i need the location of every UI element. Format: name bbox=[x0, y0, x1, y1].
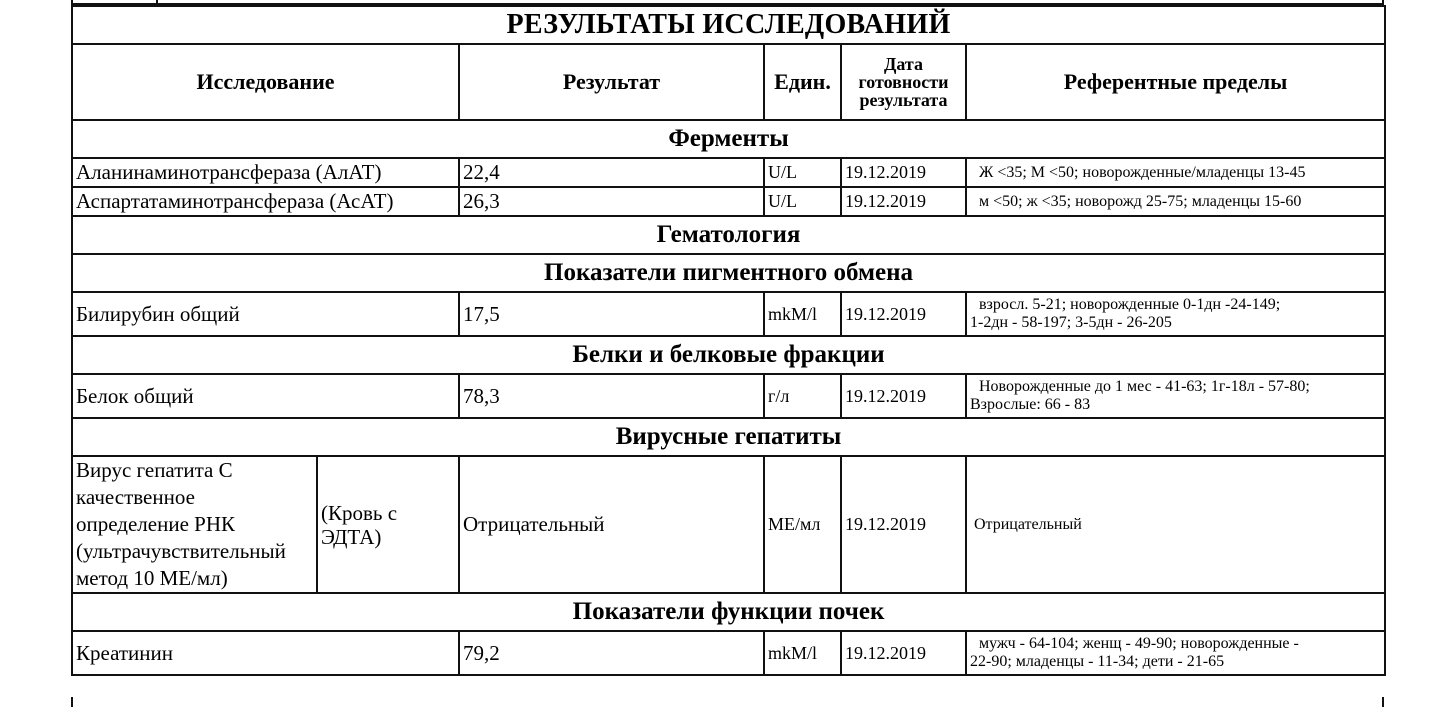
test-name: Белок общий bbox=[72, 374, 459, 418]
test-name-line: (ультрачувствительный bbox=[76, 539, 286, 563]
section-row bbox=[72, 216, 1385, 254]
section-title-viral-hepatitis: Вирусные гепатиты bbox=[72, 418, 1385, 456]
result-value: 22,4 bbox=[459, 158, 764, 187]
test-name-line: качественное bbox=[76, 485, 195, 509]
reference-line: взросл. 5-21; новорожденные 0-1дн -24-149; bbox=[979, 296, 1281, 313]
section-title-proteins: Белки и белковые фракции bbox=[72, 336, 1385, 374]
date-header-line: результата bbox=[859, 90, 948, 110]
result-value: 26,3 bbox=[459, 187, 764, 216]
ready-date: 19.12.2019 bbox=[841, 374, 966, 418]
test-name: Билирубин общий bbox=[72, 292, 459, 336]
date-header-line: Дата bbox=[884, 54, 923, 74]
reference-range bbox=[966, 631, 1385, 675]
table-row bbox=[72, 292, 1385, 336]
reference-line: мужч - 64-104; женщ - 49-90; новорожденные - bbox=[979, 635, 1299, 652]
unit: МЕ/мл bbox=[764, 456, 841, 593]
reference-line: 1-2дн - 58-197; 3-5дн - 26-205 bbox=[970, 314, 1172, 331]
column-header-unit: Един. bbox=[764, 44, 841, 120]
reference-range: м <50; ж <35; новорожд 25-75; младенцы 15-60 bbox=[966, 187, 1385, 216]
section-row bbox=[72, 336, 1385, 374]
test-name-line: Вирус гепатита С bbox=[76, 458, 233, 482]
next-table-fragment bbox=[71, 697, 1384, 707]
section-row bbox=[72, 593, 1385, 631]
title-row bbox=[72, 6, 1385, 44]
result-value: 79,2 bbox=[459, 631, 764, 675]
ready-date: 19.12.2019 bbox=[841, 292, 966, 336]
test-name-line: определение РНК bbox=[76, 512, 235, 536]
column-header-reference: Референтные пределы bbox=[966, 44, 1385, 120]
unit: U/L bbox=[764, 187, 841, 216]
unit: U/L bbox=[764, 158, 841, 187]
section-row bbox=[72, 120, 1385, 158]
test-name bbox=[72, 456, 317, 593]
header-row bbox=[72, 44, 1385, 120]
table-row bbox=[72, 158, 1385, 187]
column-header-test: Исследование bbox=[72, 44, 459, 120]
section-title-pigment-metabolism: Показатели пигментного обмена bbox=[72, 254, 1385, 292]
column-header-result: Результат bbox=[459, 44, 764, 120]
section-title-hematology: Гематология bbox=[72, 216, 1385, 254]
reference-range: Ж <35; М <50; новорожденные/младенцы 13-45 bbox=[966, 158, 1385, 187]
material-line: (Кровь с bbox=[321, 500, 398, 525]
test-name: Аланинаминотрансфераза (АлАТ) bbox=[72, 158, 459, 187]
unit: mkM/l bbox=[764, 631, 841, 675]
ready-date: 19.12.2019 bbox=[841, 456, 966, 593]
reference-line: 22-90; младенцы - 11-34; дети - 21-65 bbox=[970, 653, 1225, 670]
unit: г/л bbox=[764, 374, 841, 418]
section-row bbox=[72, 254, 1385, 292]
result-value: 17,5 bbox=[459, 292, 764, 336]
table-row bbox=[72, 187, 1385, 216]
test-name: Аспартатаминотрансфераза (АсАТ) bbox=[72, 187, 459, 216]
ready-date: 19.12.2019 bbox=[841, 631, 966, 675]
sample-material bbox=[317, 456, 459, 593]
section-row bbox=[72, 418, 1385, 456]
document-title: РЕЗУЛЬТАТЫ ИССЛЕДОВАНИЙ bbox=[72, 6, 1385, 44]
date-header-line: готовности bbox=[858, 72, 949, 92]
material-line: ЭДТА) bbox=[321, 524, 382, 549]
section-title-enzymes: Ферменты bbox=[72, 120, 1385, 158]
reference-range bbox=[966, 292, 1385, 336]
column-header-date bbox=[841, 44, 966, 120]
test-name: Креатинин bbox=[72, 631, 459, 675]
unit: mkM/l bbox=[764, 292, 841, 336]
table-row bbox=[72, 631, 1385, 675]
ready-date: 19.12.2019 bbox=[841, 158, 966, 187]
result-value: 78,3 bbox=[459, 374, 764, 418]
ready-date: 19.12.2019 bbox=[841, 187, 966, 216]
reference-line: Взрослые: 66 - 83 bbox=[970, 396, 1091, 413]
result-value: Отрицательный bbox=[459, 456, 764, 593]
results-table bbox=[71, 5, 1386, 676]
section-title-kidney-function: Показатели функции почек bbox=[72, 593, 1385, 631]
test-name-line: метод 10 МЕ/мл) bbox=[76, 566, 228, 590]
table-row bbox=[72, 374, 1385, 418]
reference-range bbox=[966, 374, 1385, 418]
table-row bbox=[72, 456, 1385, 593]
reference-range: Отрицательный bbox=[966, 456, 1385, 593]
reference-line: Новорожденные до 1 мес - 41-63; 1г-18л - 57-80; bbox=[979, 378, 1310, 395]
